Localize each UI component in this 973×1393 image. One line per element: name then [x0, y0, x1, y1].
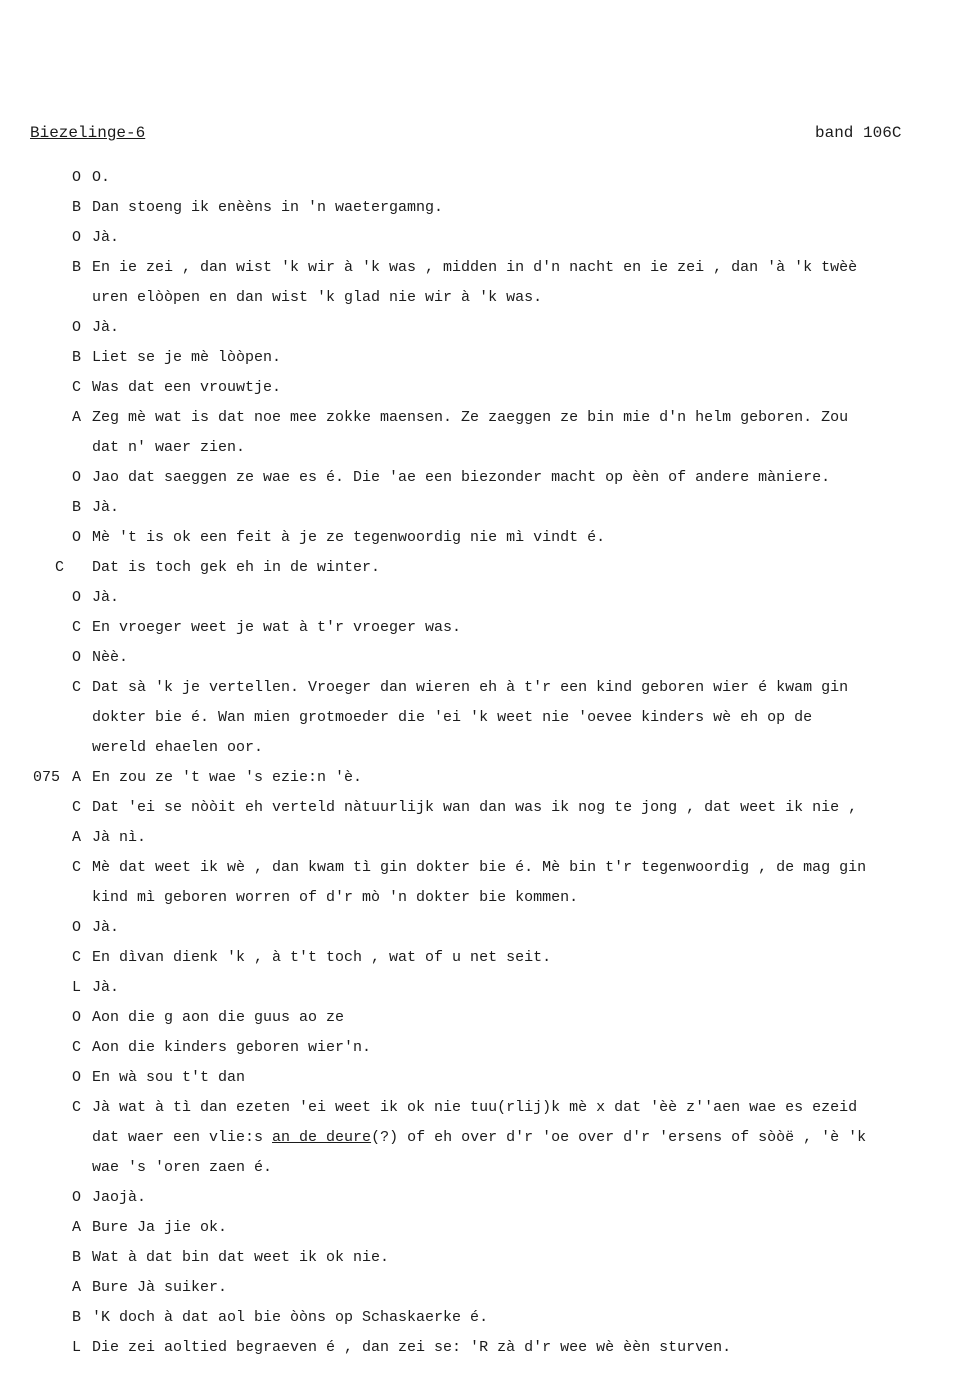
- transcript-line: [0, 586, 973, 616]
- transcript-line: [0, 886, 973, 916]
- document-title: Biezelinge-6: [30, 124, 146, 142]
- speaker-label: O: [72, 169, 82, 186]
- transcript-line: [0, 736, 973, 766]
- transcript-line: [0, 646, 973, 676]
- utterance-text: Nèè.: [92, 649, 129, 666]
- utterance-text: Jà wat à tì dan ezeten 'ei weet ik ok nie tuu(rlij)k mè x dat 'èè z''aen wae es ezeid: [92, 1099, 858, 1116]
- speaker-label: C: [72, 1099, 82, 1116]
- transcript-line: [0, 466, 973, 496]
- transcript-line: [0, 856, 973, 886]
- transcript-line: [0, 1186, 973, 1216]
- transcript-line: [0, 1156, 973, 1186]
- speaker-label: B: [72, 1309, 82, 1326]
- speaker-label: O: [72, 469, 82, 486]
- speaker-label: A: [72, 829, 82, 846]
- transcript-line: [0, 196, 973, 226]
- transcript-line: [0, 826, 973, 856]
- utterance-text: En zou ze 't wae 's ezie:n 'è.: [92, 769, 363, 786]
- transcript-line: [0, 616, 973, 646]
- transcript-line: [0, 556, 973, 586]
- speaker-label: C: [72, 619, 82, 636]
- transcript-line: [0, 256, 973, 286]
- speaker-label: O: [72, 229, 82, 246]
- underlined-text: an de deure: [272, 1129, 372, 1146]
- utterance-text: Mè dat weet ik wè , dan kwam tì gin dokter bie é. Mè bin t'r tegenwoordig , de mag gin: [92, 859, 867, 876]
- transcript-line: [0, 316, 973, 346]
- utterance-text: O.: [92, 169, 111, 186]
- utterance-text: En ie zei , dan wist 'k wir à 'k was , midden in d'n nacht en ie zei , dan 'à 'k twèè: [92, 259, 858, 276]
- transcript-line: [0, 1276, 973, 1306]
- transcript-line: [0, 286, 973, 316]
- speaker-label: A: [72, 769, 82, 786]
- speaker-label: B: [72, 199, 82, 216]
- transcript-lines: [0, 166, 973, 1366]
- transcript-line: [0, 676, 973, 706]
- speaker-label: O: [72, 589, 82, 606]
- utterance-text: Die zei aoltied begraeven é , dan zei se: 'R zà d'r wee wè èèn sturven.: [92, 1339, 732, 1356]
- transcript-line: [0, 1006, 973, 1036]
- speaker-label: L: [72, 1339, 82, 1356]
- transcript-line: [0, 496, 973, 526]
- transcript-line: [0, 226, 973, 256]
- transcript-line: [0, 376, 973, 406]
- speaker-label: O: [72, 649, 82, 666]
- speaker-label: C: [72, 379, 82, 396]
- speaker-label: A: [72, 1219, 82, 1236]
- speaker-label: O: [72, 319, 82, 336]
- utterance-text: Wat à dat bin dat weet ik ok nie.: [92, 1249, 390, 1266]
- speaker-label: O: [72, 529, 82, 546]
- transcript-line: [0, 1096, 973, 1126]
- utterance-text: Jà nì.: [92, 829, 147, 846]
- band-label: band 106C: [815, 124, 902, 142]
- transcript-line: [0, 766, 973, 796]
- transcript-line: [0, 916, 973, 946]
- transcript-line: [0, 436, 973, 466]
- utterance-text: Jà.: [92, 229, 120, 246]
- transcript-line: [0, 706, 973, 736]
- speaker-label: A: [72, 1279, 82, 1296]
- transcript-line: [0, 346, 973, 376]
- speaker-label: O: [72, 1189, 82, 1206]
- utterance-text: Mè 't is ok een feit à je ze tegenwoordig nie mì vindt é.: [92, 529, 606, 546]
- utterance-text: Jà.: [92, 499, 120, 516]
- utterance-continuation: dat n' waer zien.: [92, 439, 246, 456]
- utterance-continuation: uren elòòpen en dan wist 'k glad nie wir à 'k was.: [92, 289, 543, 306]
- transcript-line: [0, 1126, 973, 1156]
- utterance-continuation: kind mì geboren worren of d'r mò 'n dokter bie kommen.: [92, 889, 579, 906]
- speaker-label: L: [72, 979, 82, 996]
- utterance-text: Jà.: [92, 979, 120, 996]
- speaker-label: O: [72, 1009, 82, 1026]
- utterance-text: En dìvan dienk 'k , à t't toch , wat of u net seit.: [92, 949, 552, 966]
- speaker-label: B: [72, 349, 82, 366]
- utterance-text: Dan stoeng ik enèèns in 'n waetergamng.: [92, 199, 444, 216]
- utterance-continuation: wereld ehaelen oor.: [92, 739, 264, 756]
- utterance-text: Jà.: [92, 589, 120, 606]
- transcript-line: [0, 796, 973, 826]
- speaker-label: B: [72, 259, 82, 276]
- utterance-text: Jaojà.: [92, 1189, 147, 1206]
- transcript-line: [0, 1306, 973, 1336]
- utterance-text: Aon die g aon die guus ao ze: [92, 1009, 345, 1026]
- speaker-label: B: [72, 499, 82, 516]
- speaker-label: C: [72, 679, 82, 696]
- transcript-line: [0, 1036, 973, 1066]
- utterance-text: Aon die kinders geboren wier'n.: [92, 1039, 372, 1056]
- utterance-text: En vroeger weet je wat à t'r vroeger was.: [92, 619, 462, 636]
- utterance-text: Liet se je mè lòòpen.: [92, 349, 282, 366]
- utterance-text: Bure Jà suiker.: [92, 1279, 228, 1296]
- transcript-line: [0, 1066, 973, 1096]
- speaker-label: C: [72, 1039, 82, 1056]
- utterance-text: Dat sà 'k je vertellen. Vroeger dan wieren eh à t'r een kind geboren wier é kwam gin: [92, 679, 849, 696]
- transcript-line: [0, 406, 973, 436]
- utterance-text: Dat is toch gek eh in de winter.: [92, 559, 381, 576]
- speaker-label: B: [72, 1249, 82, 1266]
- speaker-label: O: [72, 1069, 82, 1086]
- utterance-text: Jà.: [92, 319, 120, 336]
- transcript-line: [0, 1246, 973, 1276]
- utterance-text: En wà sou t't dan: [92, 1069, 246, 1086]
- utterance-text: Jao dat saeggen ze wae es é. Die 'ae een biezonder macht op èèn of andere màniere.: [92, 469, 831, 486]
- utterance-continuation: dat waer een vlie:s an de deure(?) of eh over d'r 'oe over d'r 'ersens of sòòë , 'è 'k: [92, 1129, 867, 1146]
- utterance-text: Zeg mè wat is dat noe mee zokke maensen. Ze zaeggen ze bin mie d'n helm geboren. Zou: [92, 409, 849, 426]
- utterance-text: Dat 'ei se nòòit eh verteld nàtuurlijk wan dan was ik nog te jong , dat weet ik nie ,: [92, 799, 858, 816]
- utterance-continuation: dokter bie é. Wan mien grotmoeder die 'ei 'k weet nie 'oevee kinders wè eh op de: [92, 709, 813, 726]
- speaker-label: C: [72, 859, 82, 876]
- transcript-line: [0, 1216, 973, 1246]
- utterance-text: 'K doch à dat aol bie òòns op Schaskaerke é.: [92, 1309, 489, 1326]
- transcript-line: [0, 946, 973, 976]
- utterance-continuation: wae 's 'oren zaen é.: [92, 1159, 273, 1176]
- transcript-line: [0, 976, 973, 1006]
- transcript-line: [0, 526, 973, 556]
- speaker-label: C: [72, 799, 82, 816]
- utterance-text: Bure Ja jie ok.: [92, 1219, 228, 1236]
- speaker-label: C: [72, 949, 82, 966]
- speaker-label: O: [72, 919, 82, 936]
- transcript-line: [0, 166, 973, 196]
- utterance-text: Jà.: [92, 919, 120, 936]
- utterance-text: Was dat een vrouwtje.: [92, 379, 282, 396]
- speaker-label: A: [72, 409, 82, 426]
- transcript-line: [0, 1336, 973, 1366]
- line-number: 075: [33, 769, 61, 786]
- speaker-label: C: [55, 559, 65, 576]
